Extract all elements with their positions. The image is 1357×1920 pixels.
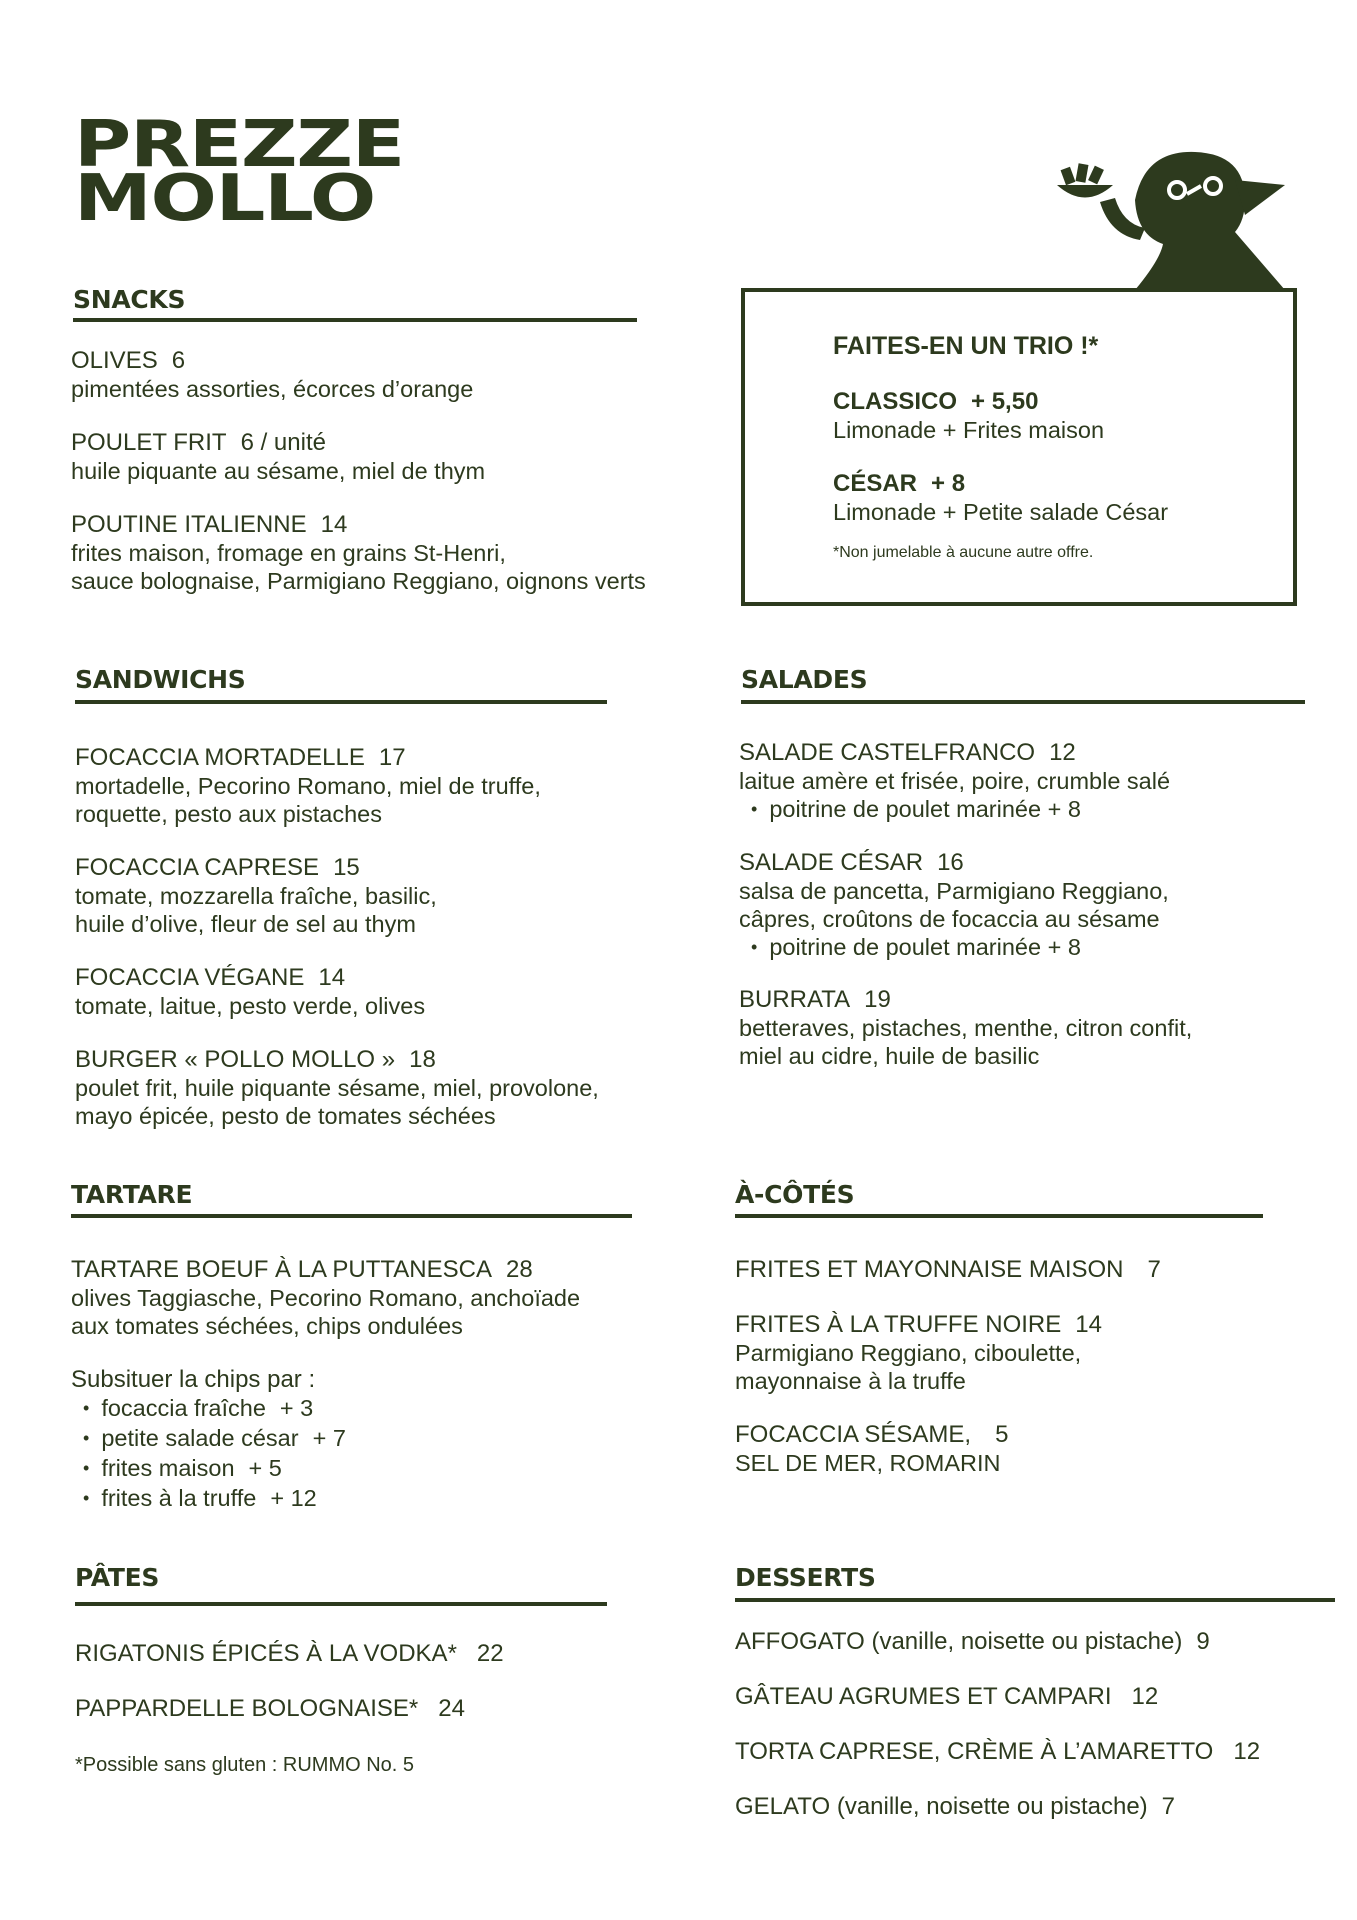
item-price: 7	[1147, 1256, 1161, 1283]
item-price: 12	[1233, 1738, 1261, 1765]
item-desc: laitue amère et frisée, poire, crumble salé	[739, 768, 1171, 794]
item-name: AFFOGATO	[735, 1628, 865, 1655]
item-desc: miel au cidre, huile de basilic	[739, 1043, 1040, 1069]
trio-box	[741, 288, 1297, 606]
item-desc: frites maison, fromage en grains St-Henri,	[71, 540, 506, 566]
item-desc: pimentées assorties, écorces d’orange	[71, 376, 474, 402]
desserts-rule	[735, 1598, 1335, 1602]
pates-note: *Possible sans gluten : RUMMO No. 5	[75, 1754, 415, 1776]
menu-item-focaccia-sesame	[735, 1421, 1008, 1477]
item-desc: mortadelle, Pecorino Romano, miel de truffe,	[75, 773, 541, 799]
trio-option-name: CLASSICO	[833, 388, 958, 415]
sub-label	[71, 1366, 315, 1393]
sub-label-colon: :	[301, 1366, 316, 1393]
menu-item-poulet-frit	[71, 429, 485, 485]
item-desc: tomate, laitue, pesto verde, olives	[75, 993, 426, 1019]
item-desc: Parmigiano Reggiano, ciboulette,	[735, 1340, 1082, 1366]
trio-option-cesar	[833, 470, 1168, 526]
item-name: BURRATA	[739, 986, 851, 1013]
item-note: (vanille, noisette ou pistache)	[871, 1628, 1183, 1655]
item-price: 14	[318, 964, 346, 991]
menu-item-focaccia-caprese	[75, 854, 437, 938]
item-name: FRITES À LA TRUFFE NOIRE	[735, 1311, 1062, 1338]
item-name: POUTINE ITALIENNE	[71, 511, 307, 538]
item-price: 24	[438, 1695, 465, 1722]
trio-title: FAITES-EN UN TRIO !*	[833, 332, 1099, 360]
item-name: POULET FRIT	[71, 429, 227, 456]
mascot-with-fries-icon	[1045, 140, 1295, 290]
sandwichs-rule	[75, 700, 607, 704]
item-extra: • poitrine de poulet marinée + 8	[739, 933, 1169, 963]
item-desc: mayo épicée, pesto de tomates séchées	[75, 1103, 496, 1129]
item-desc: aux tomates séchées, chips ondulées	[71, 1313, 463, 1339]
item-name: RIGATONIS ÉPICÉS À LA VODKA*	[75, 1640, 457, 1667]
item-price: 14	[1075, 1311, 1102, 1338]
item-desc: mayonnaise à la truffe	[735, 1368, 966, 1394]
acotes-rule	[735, 1214, 1263, 1218]
trio-note: *Non jumelable à aucune autre offre.	[833, 544, 1094, 561]
item-price: 7	[1161, 1793, 1176, 1820]
item-name: FOCACCIA SÉSAME,	[735, 1421, 972, 1448]
trio-option-desc: Limonade + Frites maison	[833, 417, 1105, 443]
item-name: TARTARE BOEUF À LA PUTTANESCA	[71, 1256, 492, 1283]
item-name: FRITES ET MAYONNAISE MAISON	[735, 1256, 1124, 1283]
acotes-title: À-CÔTÉS	[735, 1180, 855, 1209]
menu-item-tartare	[71, 1256, 580, 1340]
item-name: FOCACCIA MORTADELLE	[75, 744, 365, 771]
tartare-rule	[71, 1214, 632, 1218]
menu-item-frites-truffe	[735, 1311, 1102, 1395]
menu-item-olives	[71, 347, 473, 403]
item-name: PAPPARDELLE BOLOGNAISE*	[75, 1695, 419, 1722]
salades-rule	[741, 700, 1305, 704]
item-name: GELATO	[735, 1793, 831, 1820]
pates-title: PÂTES	[75, 1563, 160, 1592]
item-price: 22	[476, 1640, 504, 1667]
logo	[74, 108, 404, 236]
item-price: 18	[409, 1046, 436, 1073]
snacks-title: SNACKS	[73, 285, 186, 314]
menu-item-gelato	[735, 1793, 1175, 1821]
item-desc: olives Taggiasche, Pecorino Romano, anchoïade	[71, 1285, 581, 1311]
trio-option-classico	[833, 388, 1104, 444]
sub-option-price: + 5	[248, 1455, 282, 1481]
menu-item-salade-cesar	[739, 849, 1169, 963]
sub-option-name: focaccia fraîche	[101, 1395, 266, 1421]
trio-option-desc: Limonade + Petite salade César	[833, 499, 1169, 525]
menu-item-gateau-agrumes	[735, 1683, 1158, 1711]
menu-item-salade-castelfranco	[739, 739, 1170, 825]
item-name: GÂTEAU AGRUMES ET CAMPARI	[735, 1683, 1112, 1710]
item-price: 14	[320, 511, 348, 538]
item-name: SALADE CÉSAR	[739, 849, 924, 876]
menu-item-focaccia-vegane	[75, 964, 425, 1020]
sub-option	[71, 1424, 346, 1454]
item-desc: roquette, pesto aux pistaches	[75, 801, 383, 827]
salades-title: SALADES	[741, 665, 868, 694]
item-note: (vanille, noisette ou pistache)	[836, 1793, 1148, 1820]
menu-item-rigatonis	[75, 1640, 504, 1668]
item-price: 6	[171, 347, 186, 374]
sub-option	[71, 1454, 346, 1484]
item-desc: câpres, croûtons de focaccia au sésame	[739, 906, 1160, 932]
item-name: TORTA CAPRESE, CRÈME À L’AMARETTO	[735, 1738, 1214, 1765]
logo-line-1: PREZZE	[74, 108, 404, 182]
tartare-substitutions	[71, 1366, 346, 1514]
sub-option	[71, 1394, 346, 1424]
sub-option-price: + 3	[279, 1395, 314, 1421]
item-price: 16	[937, 849, 964, 876]
sub-option	[71, 1484, 346, 1514]
item-desc: salsa de pancetta, Parmigiano Reggiano,	[739, 878, 1169, 904]
menu-item-poutine	[71, 511, 646, 595]
item-price: 6 / unité	[240, 429, 326, 456]
item-desc: sauce bolognaise, Parmigiano Reggiano, oignons verts	[71, 568, 646, 594]
menu-item-burrata	[739, 986, 1192, 1070]
sub-option-price: + 7	[312, 1425, 346, 1451]
menu-item-frites-mayo	[735, 1256, 1161, 1284]
tartare-title: TARTARE	[71, 1180, 193, 1209]
sub-option-name: frites à la truffe	[101, 1485, 257, 1511]
item-price: 19	[864, 986, 891, 1013]
sub-option-name: frites maison	[101, 1455, 235, 1481]
menu-item-torta-caprese	[735, 1738, 1260, 1766]
item-name: BURGER « POLLO MOLLO »	[75, 1046, 396, 1073]
item-name: FOCACCIA CAPRESE	[75, 854, 320, 881]
item-price: 9	[1196, 1628, 1210, 1655]
item-desc: tomate, mozzarella fraîche, basilic,	[75, 883, 437, 909]
item-price: 12	[1049, 739, 1076, 766]
item-name: SALADE CASTELFRANCO	[739, 739, 1036, 766]
item-name: OLIVES	[71, 347, 158, 374]
item-price: 17	[378, 744, 406, 771]
item-name: FOCACCIA VÉGANE	[75, 964, 305, 991]
item-desc: huile d’olive, fleur de sel au thym	[75, 911, 416, 937]
trio-option-name: CÉSAR	[833, 470, 918, 497]
menu-item-burger-pollo-mollo	[75, 1046, 599, 1130]
item-price: 28	[505, 1256, 533, 1283]
snacks-rule	[73, 318, 637, 322]
pates-rule	[75, 1602, 607, 1606]
menu-item-pappardelle	[75, 1695, 465, 1723]
sub-option-price: + 12	[270, 1485, 317, 1511]
trio-option-price: + 5,50	[971, 388, 1039, 415]
item-name-line2: SEL DE MER, ROMARIN	[735, 1450, 1001, 1476]
sub-label-text: Subsituer la chips par	[71, 1366, 302, 1393]
item-price: 15	[333, 854, 360, 881]
menu-item-affogato	[735, 1628, 1210, 1656]
item-extra: • poitrine de poulet marinée + 8	[739, 795, 1170, 825]
trio-option-price: + 8	[931, 470, 966, 497]
desserts-title: DESSERTS	[735, 1563, 876, 1592]
sandwichs-title: SANDWICHS	[75, 665, 246, 694]
logo-line-2: MOLLO	[74, 162, 376, 236]
item-desc: poulet frit, huile piquante sésame, miel, provolone,	[75, 1075, 599, 1101]
item-desc: betteraves, pistaches, menthe, citron confit,	[739, 1015, 1193, 1041]
item-desc: huile piquante au sésame, miel de thym	[71, 458, 486, 484]
menu-item-focaccia-mortadelle	[75, 744, 541, 828]
item-price: 5	[995, 1421, 1009, 1448]
item-price: 12	[1131, 1683, 1159, 1710]
sub-option-name: petite salade césar	[101, 1425, 299, 1451]
